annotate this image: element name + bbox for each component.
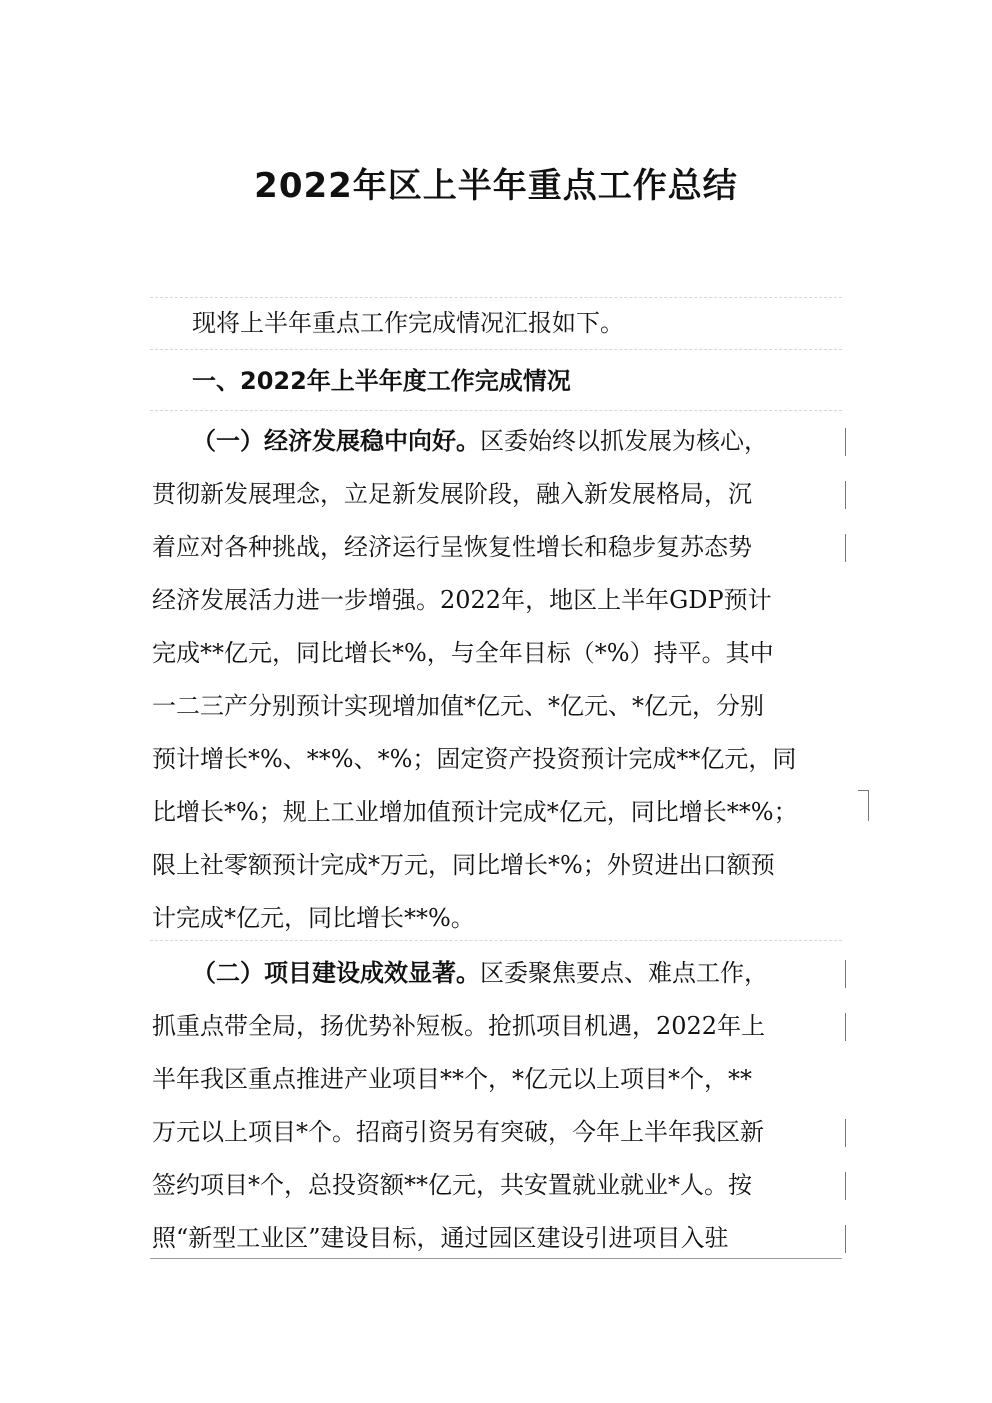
line-end-mark	[845, 481, 846, 509]
paragraph-line: 比增长*%；规上工业增加值预计完成*亿元，同比增长**%；	[152, 798, 798, 826]
line-end-mark	[845, 960, 846, 988]
separator-line	[150, 940, 842, 941]
paragraph-line: 半年我区重点推进产业项目**个，*亿元以上项目*个，**	[152, 1065, 752, 1093]
paragraph-line: 经济发展活力进一步增强。2022年，地区上半年GDP预计	[152, 586, 772, 614]
paragraph-lead: （一）经济发展稳中向好。	[192, 427, 480, 455]
section-heading: 一、2022年上半年度工作完成情况	[192, 367, 571, 395]
page-bottom-rule	[150, 1258, 842, 1259]
paragraph-line: 预计增长*%、**%、*%；固定资产投资预计完成**亿元，同	[152, 745, 797, 773]
paragraph-line: 万元以上项目*个。招商引资另有突破，今年上半年我区新	[152, 1118, 764, 1146]
paragraph-line: 一二三产分别预计实现增加值*亿元、*亿元、*亿元，分别	[152, 692, 764, 720]
line-end-mark	[845, 534, 846, 562]
document-title: 2022年区上半年重点工作总结	[254, 166, 738, 206]
paragraph-text: 区委始终以抓发展为核心，	[480, 427, 768, 455]
paragraph-line: 限上社零额预计完成*万元，同比增长*%；外贸进出口额预	[152, 851, 775, 879]
paragraph-line: 贯彻新发展理念，立足新发展阶段，融入新发展格局，沉	[152, 480, 752, 508]
line-end-mark	[845, 1172, 846, 1200]
paragraph-line: 完成**亿元，同比增长*%，与全年目标（*%）持平。其中	[152, 639, 774, 667]
paragraph-line	[152, 426, 842, 456]
intro-paragraph: 现将上半年重点工作完成情况汇报如下。	[192, 309, 624, 337]
line-end-bracket-mark	[858, 790, 869, 821]
line-end-mark	[845, 428, 846, 456]
paragraph-line: 抓重点带全局，扬优势补短板。抢抓项目机遇，2022年上	[152, 1012, 766, 1040]
separator-line	[150, 410, 842, 411]
paragraph-lead: （二）项目建设成效显著。	[192, 959, 480, 987]
paragraph-line: 着应对各种挑战，经济运行呈恢复性增长和稳步复苏态势	[152, 533, 752, 561]
paragraph-line	[152, 958, 842, 988]
paragraph-line: 计完成*亿元，同比增长**%。	[152, 904, 475, 932]
paragraph-text: 区委聚焦要点、难点工作，	[480, 959, 768, 987]
line-end-mark	[845, 1119, 846, 1147]
paragraph-line: 签约项目*个，总投资额**亿元，共安置就业就业*人。按	[152, 1171, 752, 1199]
separator-line	[150, 349, 842, 350]
paragraph-line: 照“新型工业区”建设目标，通过园区建设引进项目入驻	[152, 1224, 729, 1252]
line-end-mark	[845, 1225, 846, 1253]
separator-line	[150, 297, 842, 298]
line-end-mark	[845, 1013, 846, 1041]
